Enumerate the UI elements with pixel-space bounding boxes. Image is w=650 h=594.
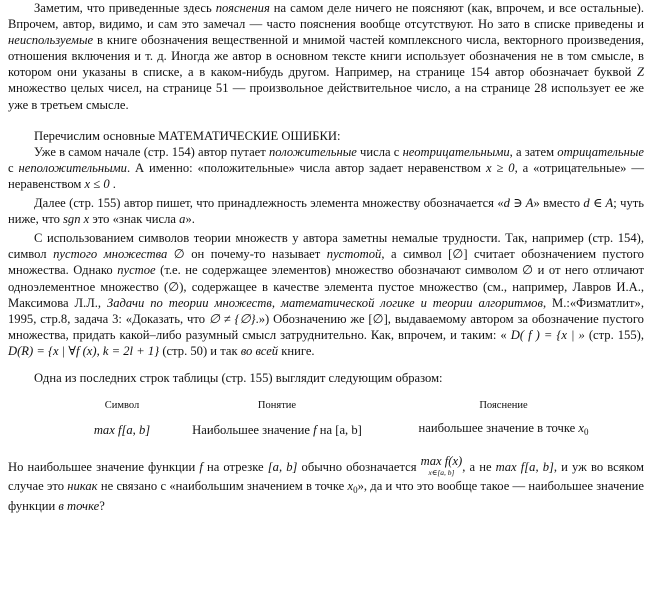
final-never: никак [67,479,98,494]
emphasis-p1-1: пояснения [215,1,270,15]
text-p5-16: книге. [278,343,315,358]
final-x0: x [347,479,354,494]
text-p5-14: (стр. 50) и так [159,343,241,358]
emphasis-p3-1: положительные [268,144,357,159]
final-max-block [421,456,463,478]
text-p1-0: Заметим, что приведенные здесь [34,1,216,15]
text-p5-10: .») Обозначению же [∅], выдаваемому автором за обозначение пустого множества, придать какой–либо разумный смысл затруднительно. Как, впрочем, и таким: « [8,311,644,342]
text-p4-8: ». [185,212,195,227]
text-p1-2: на самом деле ничего не поясняют (как, впрочем, и все остальные). Впрочем, автор, видимо, и сам это замечал — часто пояснения вообще отсутствуют. Но зато в списке приведены и [8,1,645,32]
text-p3-10: , а «отрицательные» — неравенством [8,160,644,191]
final-max-expr: max f(x) [420,454,463,469]
text-p1-4: в книге обозначения вещественной и мнимой частей комплексного числа, векторного произведения, отношения включения и т. д. Иногда же автор в основном тексте книги использует обозначения не в том смысле, в котором они указаны в списке, а в каком-нибудь другом. Например, на странице 154 автор обозначает буквой [8,33,644,80]
text-p5-4: , а символ [∅] считает обозначением пустого множества. Однако [8,247,644,278]
final-paragraph [8,456,644,514]
math-p5-11: D( f ) = {x | » [510,327,585,342]
final-text-7: », да и что это вообще такое — наибольшее значение функции [8,479,644,514]
table-row [76,420,621,440]
text-p5-8: , М.:«Физматлит», 1995, стр.8, задача 3: «Доказать, что [8,295,644,326]
explain-sub: 0 [583,427,589,438]
emphasis-p1-3: неиспользуемые [8,33,94,48]
final-text-2: на отрезке [202,460,268,475]
emphasis-p5-15: во всей [240,343,279,358]
text-p5-12: (стр. 155), [584,327,644,342]
math-p4-1: d ∋ A [503,196,534,211]
text-p3-12: . [109,176,116,191]
emphasis-p5-7: Задачи по теории множеств, математической логике и теории алгоритмов [106,295,543,310]
emphasis-p5-5: пустое [117,263,156,278]
concept-var: f [313,423,317,438]
final-max-f: max f[a, b] [495,460,554,475]
cell-symbol [76,420,168,440]
math-p4-7: a [179,212,186,227]
final-text-1: Но наибольшее значение функции [8,460,200,475]
paragraph-p1 [8,0,644,113]
emphasis-p3-3: неотрицательными [402,144,510,159]
text-p5-0: С использованием символов теории множеств у автора заметны немалые трудности. Так, например (стр. 154), символ [8,231,644,262]
text-p3-2: числа с [356,144,403,159]
final-text-8: ? [99,499,105,514]
paragraph-p4 [8,195,644,227]
final-f: f [199,460,203,475]
math-p4-5: sgn x [63,212,90,227]
final-text-6: не связано с «наибольшим значением в точке [97,479,348,494]
symbol-expr: max f[a, b] [93,423,151,438]
text-p4-4: ; чуть ниже, что [8,196,644,227]
emphasis-p5-3: пустотой [326,247,382,262]
emphasis-p3-7: неположительными [18,160,127,175]
paragraph-p6 [8,370,644,386]
final-text-5: , и уж во всяком случае это [8,460,644,494]
text-p3-6: с [8,160,19,175]
math-p3-9: x ≥ 0 [485,160,515,175]
final-text-3: обычно обозначается [297,460,421,475]
text-p4-2: » вместо [533,196,584,211]
header-explanation: Пояснение [479,400,528,412]
header-concept: Понятие [257,400,297,412]
text-p1-6: множество целых чисел, на странице 51 — произвольное действительное число, а на странице 28 использует ее же уже в третьем смысле. [8,81,644,112]
final-text-4: , а не [462,460,496,475]
text-p6-0: Одна из последних строк таблицы (стр. 155) выглядит следующим образом: [34,370,443,385]
text-p3-8: . А именно: «положительные» числа автор задает неравенством [126,160,486,175]
header-symbol: Символ [104,400,140,412]
math-p5-9: ∅ ≠ {∅} [208,311,256,326]
paragraph-p2 [8,128,644,144]
explain-var: x [578,421,584,436]
concept-after: на [a, b] [316,423,362,438]
math-p5-13: D(R) = {x | ∀f (x), k = 2l + 1} [8,343,160,358]
table-header-row [76,398,621,420]
paragraph-p3 [8,144,644,192]
math-p3-11: x ≤ 0 [84,176,110,191]
final-at-point: в точке [58,499,100,514]
text-p4-6: это «знак числа [89,212,180,227]
math-p4-3: d ∈ A [583,196,614,211]
text-p3-4: , а затем [509,144,558,159]
text-p2-0: Перечислим основные МАТЕМАТИЧЕСКИЕ ОШИБКИ: [34,128,341,143]
notation-table [76,398,621,440]
paragraphs [8,0,644,386]
final-max-sub: x∈[a, b] [428,468,455,478]
cell-explanation [386,420,621,440]
final-interval: [a, b] [267,460,298,475]
concept-before: Наибольшее значение [192,423,314,438]
emphasis-p5-1: пустого множества [53,247,168,262]
explain-text: наибольшее значение в точке [418,421,579,436]
text-p5-2: ∅ он почему-то называет [167,247,327,262]
text-p5-6: (т.е. не содержащее элементов) множество обозначают символом ∅ и от него отличают одноэлементное множество (∅), содержащее в качестве элемента пустое множество (см., например, Лавров И.А., Максимова Л.Л., [8,263,644,310]
final-x0-sub: 0 [353,485,358,496]
text-p4-0: Далее (стр. 155) автор пишет, что принадлежность элемента множеству обозначается « [34,196,504,211]
paragraph-p5 [8,230,644,359]
text-p3-0: Уже в самом начале (стр. 154) автор путает [34,144,269,159]
cell-concept [168,420,386,440]
emphasis-p3-5: отрицательные [557,144,644,159]
math-p1-5: Z [636,65,644,80]
